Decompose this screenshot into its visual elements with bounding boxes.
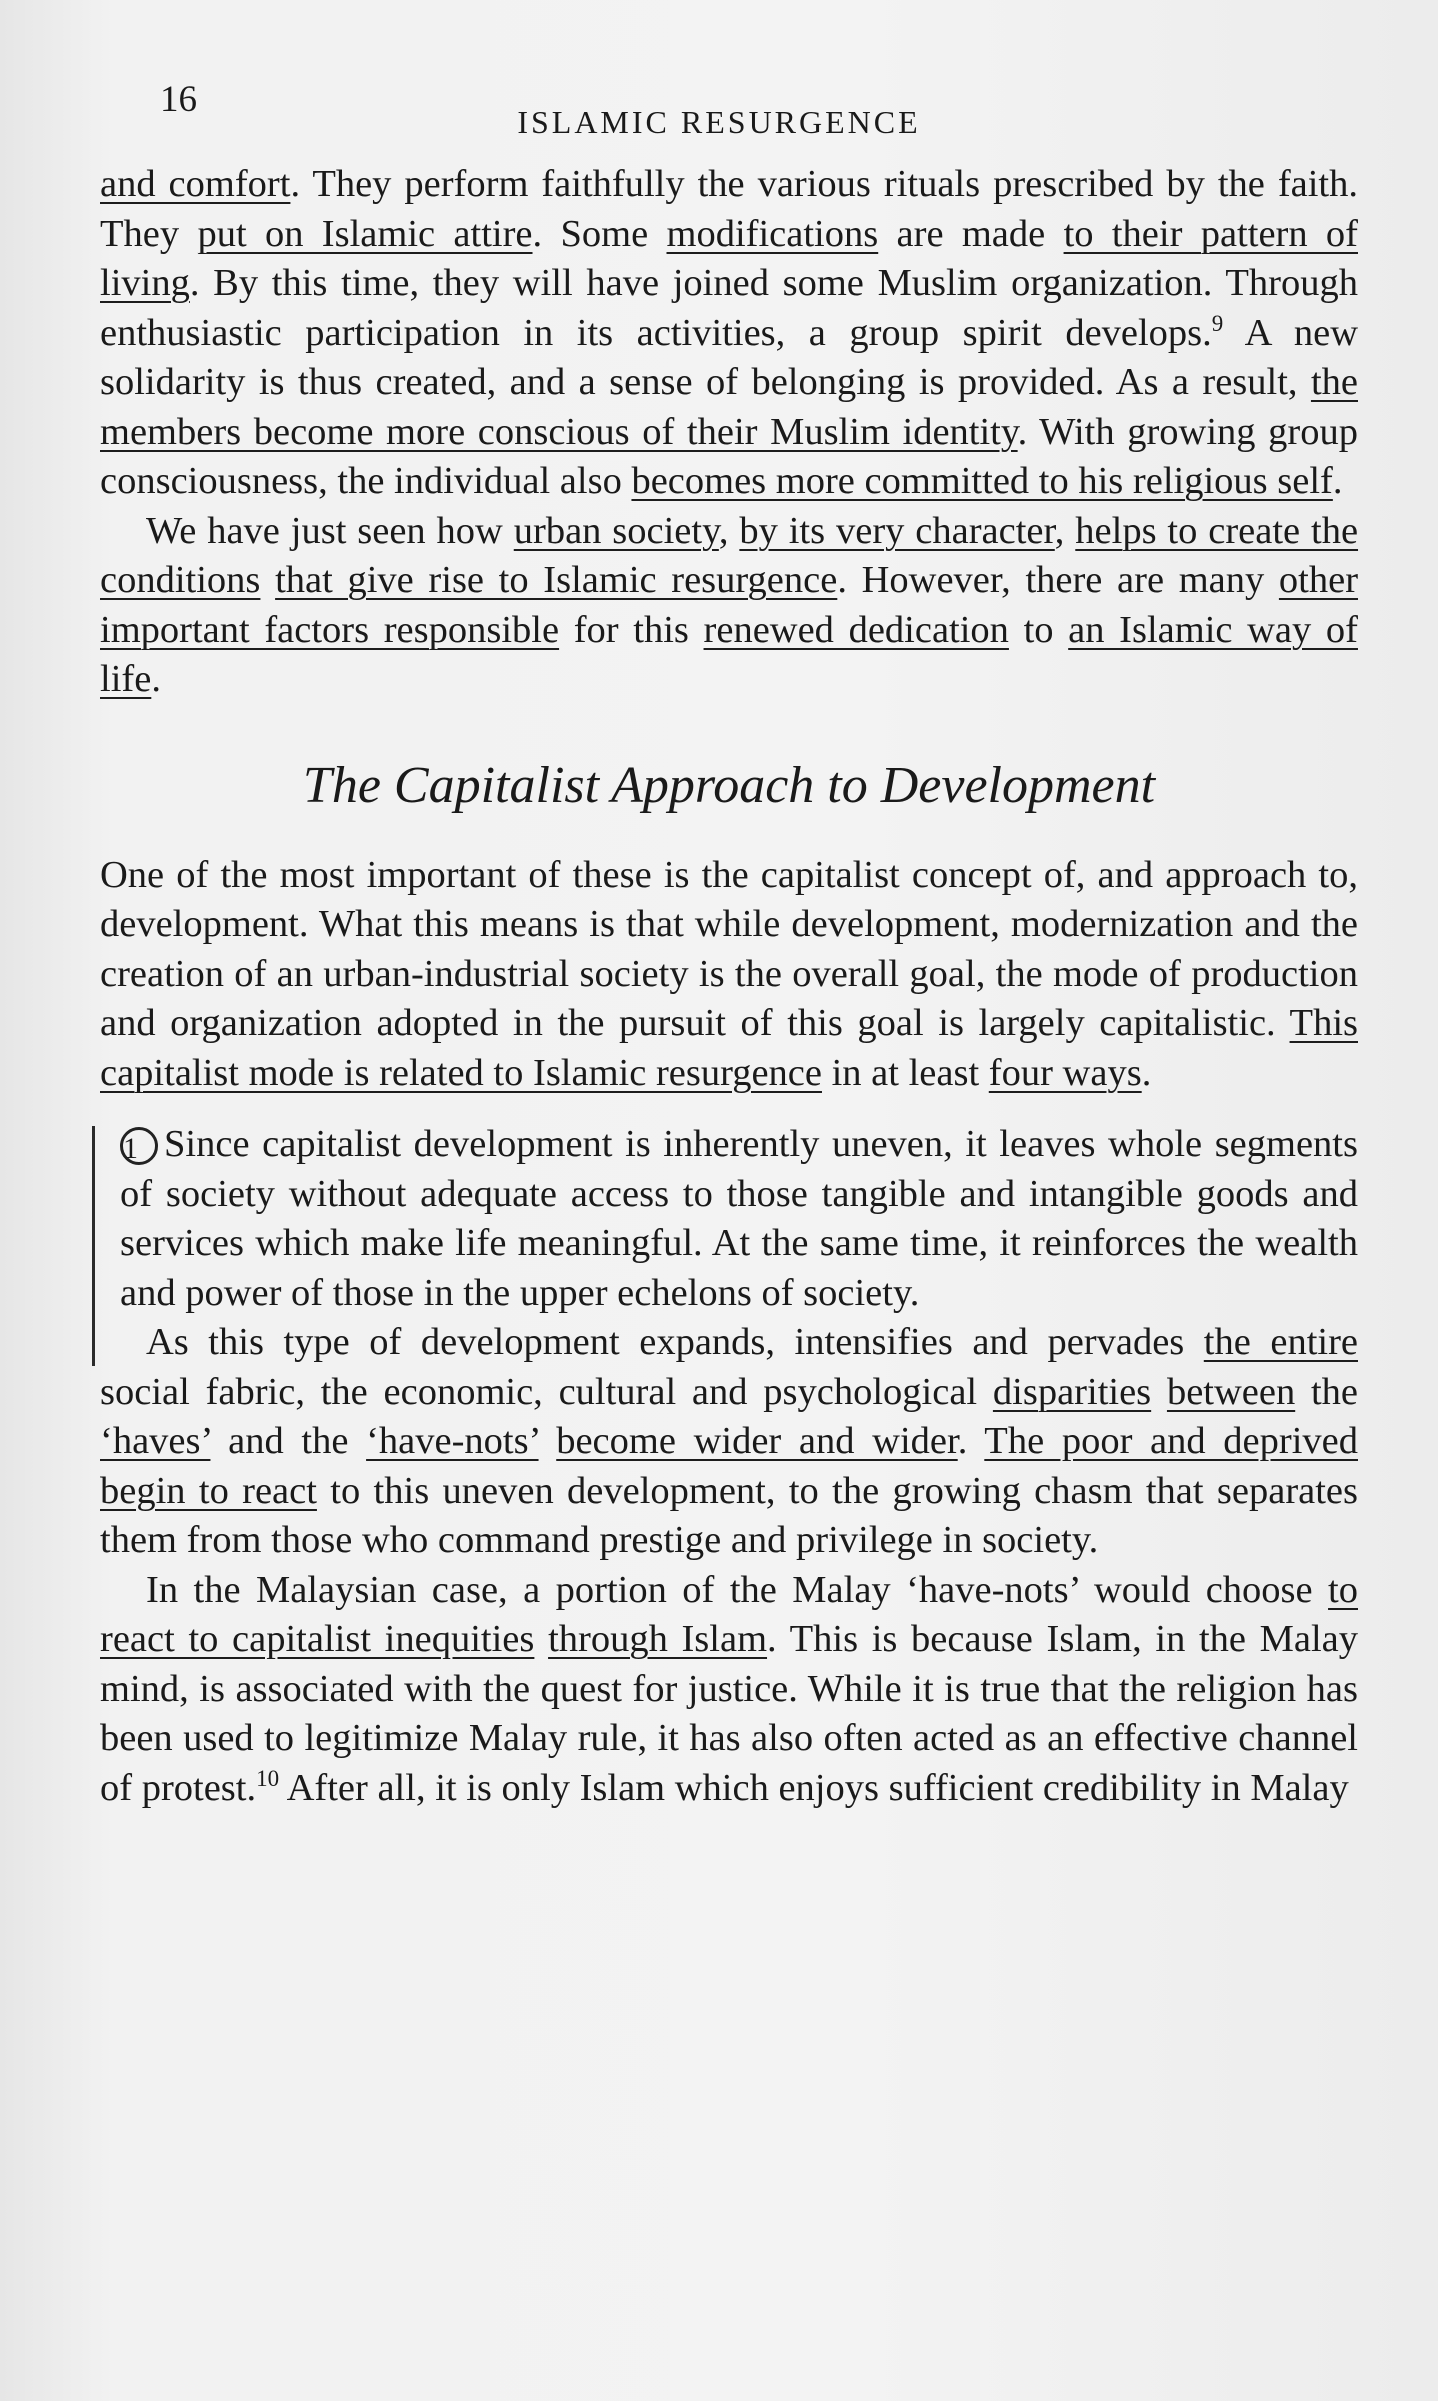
- pen-underline: helps to create the conditions: [100, 509, 1359, 601]
- paragraph: In the Malaysian case, a portion of the Malay ‘have-nots’ would choose to react to capitalist inequities through Islam. This is because Islam, in the Malay mind, is associated with the quest for justice. While it is true that the religion has been used to legitimize Malay rule, it has also often acted as an effective channel of protest.$^{10}$ After all, it is only Islam which enjoys sufficient credibility in Malay: [100, 1568, 1359, 1809]
- pen-underline: become wider and wider: [556, 1420, 958, 1462]
- paragraph: and comfort. They perform faithfully the various rituals prescribed by the faith. They put on Islamic attire. Some modifications are made to their pattern of living. By this time, they will have joined some Muslim organization. Through enthusiastic participation in its activities, a group spirit develops.$^9$ A new solidarity is thus created, and a sense of belonging is provided. As a result, the members become more conscious of their Muslim identity. With growing group consciousness, the individual also becomes more committed to his religious self.: [100, 163, 1359, 502]
- page-header: [0, 78, 1438, 138]
- footnote-marker: 10: [256, 1765, 280, 1791]
- pen-underline: ‘have-nots’: [366, 1420, 539, 1462]
- pen-underline: ‘haves’: [100, 1420, 211, 1462]
- pen-underline: disparities: [992, 1370, 1152, 1413]
- pen-underline: to react to capitalist inequities: [100, 1568, 1358, 1660]
- running-title: ISLAMIC RESURGENCE: [517, 104, 921, 140]
- body-text: [100, 160, 1358, 1813]
- pen-underline: and comfort: [100, 163, 291, 205]
- pen-underline: that give rise to Islamic resurgence: [275, 559, 838, 601]
- paragraph: As this type of development expands, intensifies and pervades the entire social fabric, the economic, cultural and psychological disparities between the ‘haves’ and the ‘have-nots’ become wider and wider. The poor and deprived begin to react to this uneven development, to the growing chasm that separates them from those who command prestige and privilege in society.: [100, 1321, 1359, 1561]
- pen-underline: by its very character: [739, 509, 1055, 552]
- paragraph: 1 Since capitalist development is inherently uneven, it leaves whole segments of society without adequate access to those tangible and intangible goods and services which make life meaningful. At the same time, it reinforces the wealth and power of those in the upper echelons of society.: [120, 1123, 1358, 1314]
- section-heading: The Capitalist Approach to Development: [302, 756, 1156, 814]
- page-number: 16: [160, 79, 197, 120]
- footnote-marker: 9: [1211, 310, 1224, 336]
- pen-underline: between: [1166, 1370, 1296, 1413]
- margin-annotation-bar: [92, 1126, 95, 1366]
- pen-underline: four ways: [988, 1051, 1142, 1094]
- pen-underline: renewed dedication: [703, 608, 1009, 651]
- pen-underline: becomes more committed to his religious self: [631, 460, 1333, 502]
- paragraph: One of the most important of these is the capitalist concept of, and approach to, development. What this means is that while development, modernization and the creation of an urban-industrial society is the overall goal, the mode of production and organization adopted in the pursuit of this goal is largely capitalistic. This capitalist mode is related to Islamic resurgence in at least four ways.: [100, 853, 1358, 1094]
- paragraph: We have just seen how urban society, by its very character, helps to create the conditions that give rise to Islamic resurgence. However, there are many other important factors responsible for this renewed dedication to an Islamic way of life.: [100, 509, 1359, 700]
- pen-underline: through Islam: [548, 1618, 768, 1660]
- numbered-paragraph: [100, 1120, 1358, 1318]
- pen-underline: urban society: [513, 509, 719, 552]
- pen-underline: other important factors responsible: [100, 559, 1359, 651]
- pen-underline: the members become more conscious of their Muslim identity: [100, 361, 1358, 453]
- pen-underline: to their pattern of living: [100, 212, 1358, 304]
- circled-number-annotation: 1: [120, 1127, 158, 1165]
- pen-underline: The poor and deprived begin to react: [100, 1420, 1358, 1512]
- pen-underline: the entire: [1203, 1321, 1358, 1363]
- pen-underline: an Islamic way of life: [100, 608, 1358, 700]
- pen-underline: put on Islamic attire: [197, 212, 533, 255]
- pen-underline: modifications: [666, 212, 879, 255]
- pen-underline: This capitalist mode is related to Islamic resurgence: [100, 1002, 1358, 1094]
